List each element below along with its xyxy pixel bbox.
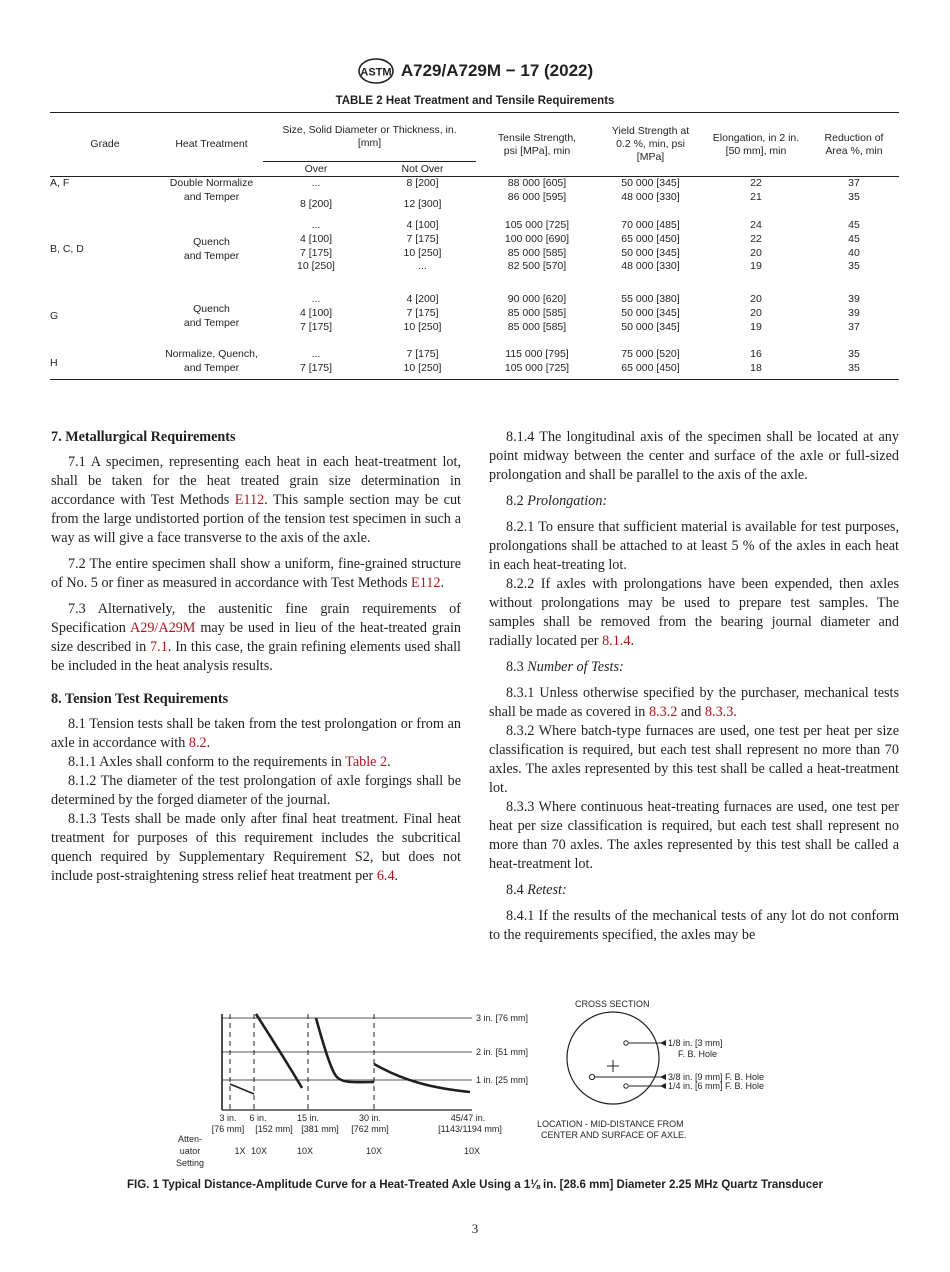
grade-cell: G: [50, 309, 59, 322]
x-label-6in: 6 in.: [249, 1113, 267, 1123]
attenuator-value: 10X: [463, 1146, 481, 1156]
paragraph-8-2: 8.2 Prolongation:: [506, 493, 608, 509]
astm-logo-icon: [357, 58, 395, 84]
reduction-cell: 37 35: [848, 177, 860, 203]
heat-treatment-cell: Quench and Temper: [183, 236, 240, 262]
paragraph-8-1-4: 8.1.4 The longitudinal axis of the specimen shall be located at any point midway between the center and surface of the axle or full-sized prolongation and shall be parallel to the axis of the axle.: [489, 429, 899, 483]
not-over-cell: 4 [200] 7 [175] 10 [250]: [403, 293, 442, 333]
paragraph-8-1-1: 8.1.1 Axles shall conform to the requirements in Table 2.: [68, 754, 391, 770]
tensile-cell: 115 000 [795] 105 000 [725]: [504, 348, 570, 374]
document-header: [0, 58, 950, 84]
arrow-icon: [660, 1074, 666, 1080]
x-label-6in-mm: [152 mm]: [255, 1124, 293, 1134]
reduction-cell: 35 35: [848, 348, 860, 374]
figure-caption: FIG. 1 Typical Distance-Amplitude Curve for a Heat-Treated Axle Using a 1⅛ in. [28.6 mm] Diameter 2.25 MHz Quartz Transducer: [127, 1179, 823, 1191]
heat-treatment-cell: Double Normalize and Temper: [169, 177, 254, 203]
paragraph-8-3-1: 8.3.1 Unless otherwise specified by the purchaser, mechanical tests shall be made as covered in 8.3.2 and 8.3.3.: [489, 685, 899, 720]
col-header-heat-treatment: Heat Treatment: [175, 138, 248, 150]
table-row: [50, 177, 899, 220]
dac-chart: [222, 1014, 472, 1110]
paragraph-7-1: 7.1 A specimen, representing each heat in each heat-treatment lot, shall be taken for the heat treated grain size determination in accordance with Test Methods E112. This sample section may be cut from the large undistorted portion of the tension test specimen in such a way as will give a face transverse to the axis of the axle.: [51, 454, 461, 546]
col-header-not-over: Not Over: [369, 162, 476, 177]
hole-1-8in: [624, 1041, 628, 1045]
cross-section-title: CROSS SECTION: [575, 999, 650, 1009]
table-row: [50, 348, 899, 380]
over-cell: ... 7 [175]: [299, 348, 333, 374]
link-8-2[interactable]: 8.2: [188, 735, 207, 751]
heat-treatment-cell: Normalize, Quench, and Temper: [165, 348, 258, 374]
reduction-cell: 45 45 40 35: [848, 219, 860, 273]
col-header-grade: Grade: [90, 138, 120, 150]
tensile-cell: 105 000 [725] 100 000 [690] 85 000 [585] 82 500 [570]: [504, 219, 570, 273]
attenuator-label-1: Atten-: [177, 1134, 203, 1144]
paragraph-8-1: 8.1 Tension tests shall be taken from the test prolongation or from an axle in accordance with 8.2.: [51, 716, 461, 751]
yield-cell: 50 000 [345] 48 000 [330]: [621, 177, 680, 203]
y-label-1in: 1 in. [25 mm]: [476, 1075, 529, 1085]
svg-text:ASTM: ASTM: [360, 66, 392, 79]
yield-cell: 70 000 [485] 65 000 [450] 50 000 [345] 48 000 [330]: [621, 219, 680, 273]
over-cell: ... 4 [100] 7 [175]: [299, 293, 333, 333]
right-column: [489, 428, 899, 945]
col-header-reduction: Reduction of Area %, min: [824, 131, 884, 157]
hole-3-8in: [589, 1074, 594, 1079]
paragraph-8-1-2: 8.1.2 The diameter of the test prolongation of axle forgings shall be determined by the forged diameter of the journal.: [51, 773, 461, 808]
x-label-15in: 15 in.: [296, 1113, 320, 1123]
table-row: [50, 293, 899, 340]
col-header-elongation: Elongation, in 2 in. [50 mm], min: [712, 131, 800, 157]
paragraph-8-4: 8.4 Retest:: [506, 882, 567, 898]
dac-curve-segment-1: [256, 1014, 302, 1088]
grade-cell: H: [50, 356, 58, 369]
heat-treatment-table: [50, 112, 899, 380]
section-8-heading: 8. Tension Test Requirements: [51, 691, 229, 707]
dac-curve-segment-2: [316, 1018, 374, 1082]
x-label-3in-mm: [76 mm]: [211, 1124, 245, 1134]
paragraph-8-4-1: 8.4.1 If the results of the mechanical tests of any lot do not conform to the requirements specified, the axles may be: [489, 908, 899, 943]
elongation-cell: 20 20 19: [750, 293, 762, 333]
grade-cell: B, C, D: [50, 243, 84, 256]
hole-2-label: 3/8 in. [9 mm] F. B. Hole: [668, 1072, 765, 1082]
x-label-30in: 30 in.: [358, 1113, 382, 1123]
attenuator-label-3: Setting: [175, 1158, 205, 1168]
reduction-cell: 39 39 37: [848, 293, 860, 333]
document-designation: A729/A729M − 17 (2022): [400, 61, 594, 80]
elongation-cell: 22 21: [750, 177, 762, 203]
paragraph-8-3-3: 8.3.3 Where continuous heat-treating furnaces are used, one test per heat per size classification is required, but each test shall represent no more than 70 axles. The axles represented by this test shall be called a heat-treatment lot.: [489, 799, 899, 872]
link-8-1-4[interactable]: 8.1.4: [602, 633, 631, 649]
hole-1-label: 1/8 in. [3 mm]: [668, 1038, 723, 1048]
elongation-cell: 24 22 20 19: [750, 219, 762, 273]
arrow-icon: [660, 1083, 666, 1089]
table-row: [50, 219, 899, 281]
over-cell: ... 8 [200]: [299, 177, 333, 210]
grade-cell: A, F: [50, 177, 70, 189]
paragraph-7-3: 7.3 Alternatively, the austenitic fine grain requirements of Specification A29/A29M may be used in lieu of the heat-treated grain size described in 7.1. In this case, the grain refining elements used shall be included in the heat analysis results.: [51, 601, 461, 674]
attenuator-label-2: uator: [179, 1146, 201, 1156]
x-label-30in-mm: [762 mm]: [351, 1124, 389, 1134]
not-over-cell: 4 [100] 7 [175] 10 [250] ...: [403, 219, 442, 273]
link-e112[interactable]: E112: [234, 492, 265, 508]
elongation-cell: 16 18: [750, 348, 762, 374]
page-number: 3: [471, 1221, 479, 1236]
hole-1-4in: [624, 1084, 628, 1088]
x-label-45in-mm: [1143/1194 mm]: [438, 1124, 502, 1134]
hole-1-label-2: F. B. Hole: [678, 1049, 718, 1059]
dac-curve-near: [230, 1084, 254, 1094]
link-a29[interactable]: A29/A29M: [129, 620, 196, 636]
paragraph-8-2-2: 8.2.2 If axles with prolongations have been expended, then axles without prolongations may be used to prepare test samples. The samples shall be removed from the bearing journal diameter and radially located per 8.1.4.: [489, 576, 899, 649]
attenuator-value: 1X: [234, 1146, 246, 1156]
over-cell: ... 4 [100] 7 [175] 10 [250]: [297, 219, 335, 273]
x-label-15in-mm: [381 mm]: [301, 1124, 339, 1134]
location-note-1: LOCATION - MID-DISTANCE FROM: [537, 1119, 684, 1129]
not-over-cell: 8 [200] 12 [300]: [403, 177, 442, 210]
section-7-heading: 7. Metallurgical Requirements: [51, 429, 236, 445]
paragraph-8-3: 8.3 Number of Tests:: [506, 659, 624, 675]
attenuator-value: 10X: [250, 1146, 268, 1156]
col-header-yield: Yield Strength at 0.2 %, min, psi [MPa]: [611, 125, 690, 163]
col-header-over: Over: [263, 162, 369, 177]
link-e112[interactable]: E112: [411, 575, 441, 591]
link-8-3-2[interactable]: 8.3.2: [648, 704, 678, 720]
tensile-cell: 90 000 [620] 85 000 [585] 85 000 [585]: [507, 293, 567, 333]
link-7-1[interactable]: 7.1: [150, 639, 168, 655]
col-header-size: Size, Solid Diameter or Thickness, in. [mm]: [282, 124, 457, 149]
hole-3-label: 1/4 in. [6 mm] F. B. Hole: [668, 1081, 765, 1091]
paragraph-7-2: 7.2 The entire specimen shall show a uniform, fine-grained structure of No. 5 or finer as measured in accordance with Test Methods E112.: [51, 556, 461, 591]
axle-cross-section: [567, 1012, 659, 1104]
attenuator-value: 10X: [365, 1146, 383, 1156]
yield-cell: 75 000 [520] 65 000 [450]: [621, 348, 680, 374]
attenuator-value: 10X: [296, 1146, 314, 1156]
left-column: [51, 428, 461, 886]
paragraph-8-2-1: 8.2.1 To ensure that sufficient material is available for test purposes, prolongations shall be attached to at least 5 % of the axles in each heat in each heat-treating lot.: [489, 519, 899, 573]
link-6-4[interactable]: 6.4: [376, 868, 395, 884]
paragraph-8-3-2: 8.3.2 Where batch-type furnaces are used, one test per heat per size classification is required, but each test shall represent no more than 70 axles. The axles represented by this test shall be called a heat-treatment lot.: [489, 723, 899, 796]
not-over-cell: 7 [175] 10 [250]: [403, 348, 442, 374]
dac-curve-segment-3: [374, 1064, 470, 1092]
x-label-45in: 45/47 in.: [450, 1113, 486, 1123]
paragraph-8-1-3: 8.1.3 Tests shall be made only after final heat treatment. Final heat treatment for purposes of this requirement includes the subcritical quench required by Supplementary Requirement S2, but does not include post-straightening stress relief heat treatment per 6.4.: [51, 811, 461, 884]
y-label-2in: 2 in. [51 mm]: [476, 1047, 529, 1057]
x-label-3in: 3 in.: [219, 1113, 237, 1123]
arrow-icon: [660, 1040, 666, 1046]
col-header-tensile: Tensile Strength, psi [MPa], min: [497, 131, 577, 157]
link-8-3-3[interactable]: 8.3.3: [704, 704, 734, 720]
tensile-cell: 88 000 [605] 86 000 [595]: [507, 177, 567, 203]
link-table-2[interactable]: Table 2: [345, 754, 388, 770]
heat-treatment-cell: Quench and Temper: [183, 302, 240, 329]
y-label-3in: 3 in. [76 mm]: [476, 1013, 529, 1023]
figure-dac-diagram: [170, 996, 820, 1172]
table-caption: TABLE 2 Heat Treatment and Tensile Requirements: [335, 95, 615, 107]
yield-cell: 55 000 [380] 50 000 [345] 50 000 [345]: [621, 293, 680, 333]
location-note-2: CENTER AND SURFACE OF AXLE.: [541, 1130, 687, 1140]
